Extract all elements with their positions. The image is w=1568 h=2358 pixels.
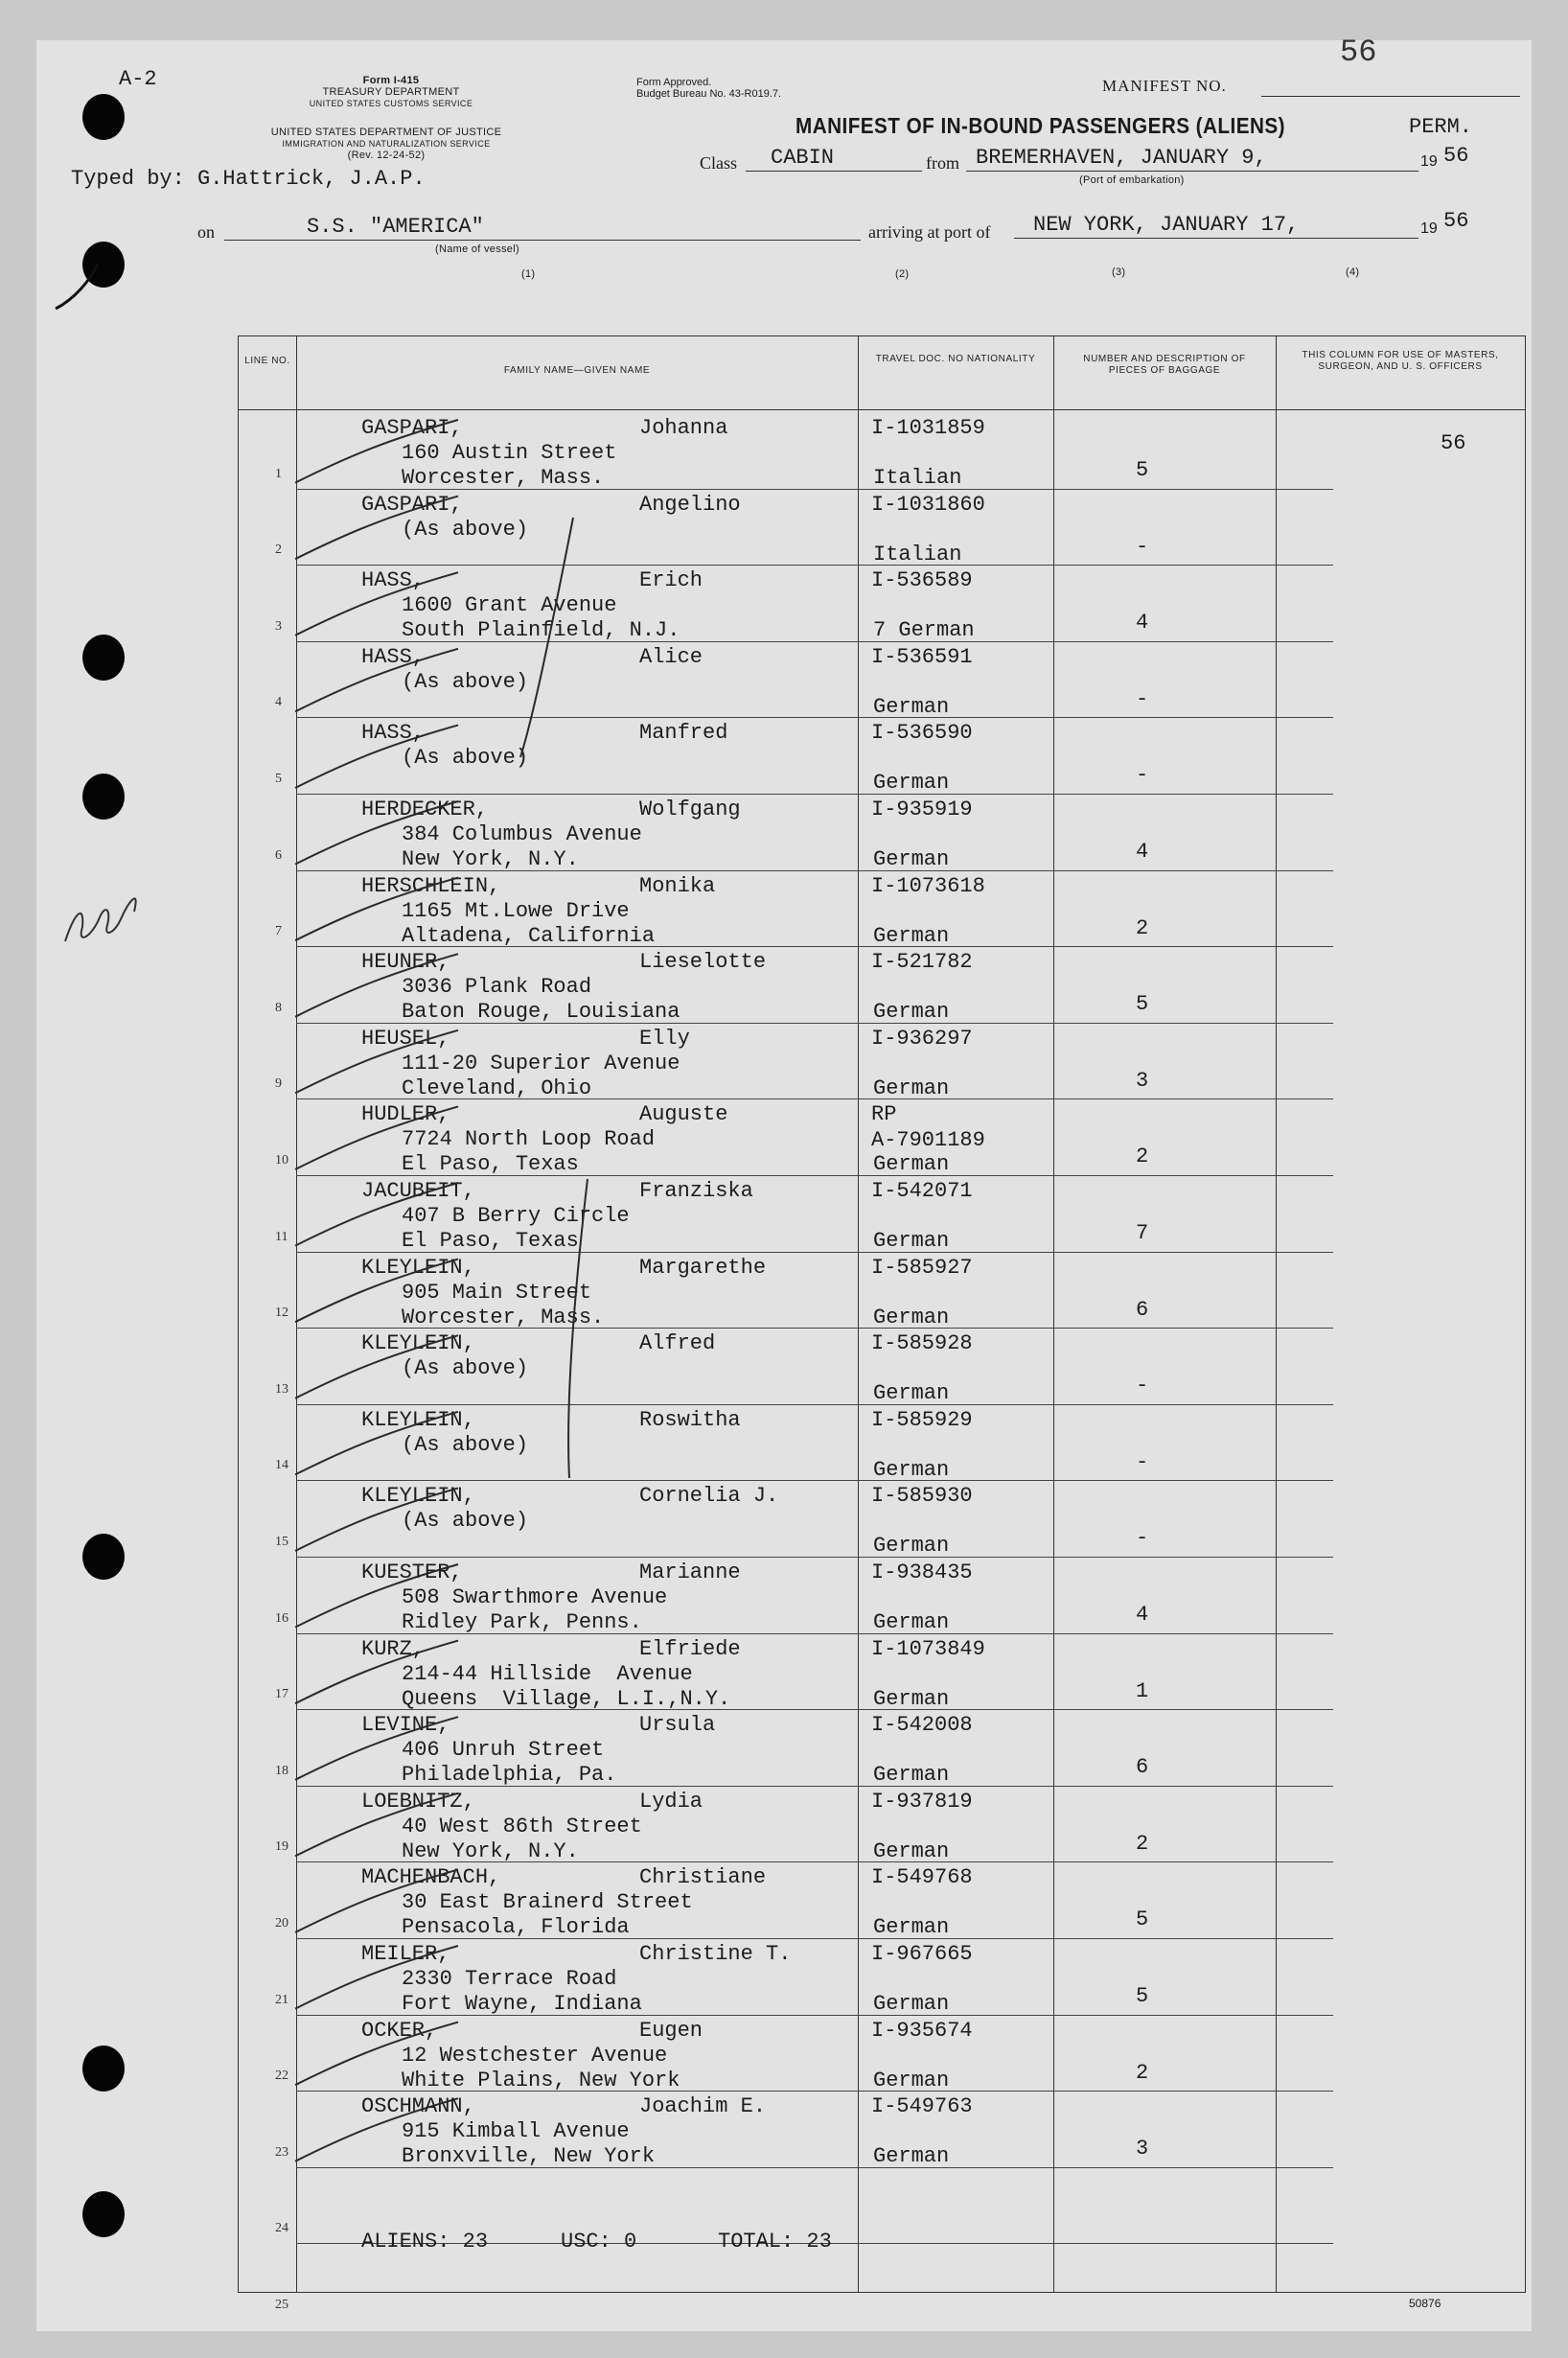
given-name: Lieselotte (639, 950, 767, 975)
nationality: German (873, 771, 950, 796)
nationality: German (873, 2144, 950, 2169)
family-name: HASS, (361, 568, 426, 593)
family-name: MACHENBACH, (361, 1865, 501, 1890)
address-line-1: 508 Swarthmore Avenue (402, 1585, 668, 1609)
address-line-1: 1165 Mt.Lowe Drive (402, 898, 630, 923)
family-name: LEVINE, (361, 1713, 450, 1738)
check-mark (295, 725, 458, 788)
line-number: 17 (275, 1687, 288, 1702)
check-mark (295, 572, 458, 636)
totals-total: TOTAL: 23 (718, 2230, 832, 2254)
line-number: 21 (275, 1992, 288, 2007)
address-line-1: (As above) (402, 1356, 529, 1381)
family-name: KLEYLEIN, (361, 1255, 475, 1280)
header-travel-doc: TRAVEL DOC. NO NATIONALITY (875, 354, 1036, 364)
manifest-title-suffix: PERM. (1409, 115, 1473, 139)
address-line-1: 3036 Plank Road (402, 975, 592, 1000)
baggage-count: - (1136, 763, 1149, 788)
nationality: German (873, 694, 950, 719)
address-line-1: 160 Austin Street (402, 441, 617, 465)
family-name: KLEYLEIN, (361, 1331, 475, 1356)
address-line-2: Ridley Park, Penns. (402, 1610, 642, 1634)
check-mark (295, 1869, 458, 1932)
travel-doc-number: I-585929 (871, 1407, 973, 1432)
class-label: Class (700, 153, 738, 173)
nationality: 7 German (873, 618, 975, 643)
address-line-1: 7724 North Loop Road (402, 1127, 656, 1152)
class-value: CABIN (771, 146, 835, 170)
address-line-1: (As above) (402, 517, 529, 542)
address-line-2: South Plainfield, N.J. (402, 618, 680, 643)
manifest-no-label: MANIFEST NO. (1102, 77, 1227, 95)
family-name: HUDLER, (361, 1102, 450, 1127)
travel-doc-number: I-1031860 (871, 492, 985, 517)
address-line-1: (As above) (402, 669, 529, 694)
baggage-count: - (1136, 1374, 1149, 1399)
travel-doc-number: I-937819 (871, 1789, 973, 1814)
address-line-2: Worcester, Mass. (402, 1305, 605, 1329)
line-number: 5 (275, 771, 282, 786)
nationality: German (873, 1075, 950, 1100)
header-line-no: LINE NO. (244, 356, 290, 366)
given-name: Lydia (639, 1789, 703, 1814)
baggage-count: 2 (1136, 2060, 1149, 2085)
header-baggage: NUMBER AND DESCRIPTION OF PIECES OF BAGGAGE (1083, 354, 1246, 376)
family-name: HEUSEL, (361, 1026, 450, 1051)
family-name: JACUBEIT, (361, 1179, 475, 1203)
address-line-1: 40 West 86th Street (402, 1814, 642, 1838)
typed-by: Typed by: G.Hattrick, J.A.P. (71, 167, 426, 191)
budget-number: Budget Bureau No. 43-R019.7. (636, 88, 782, 100)
line-number: 3 (275, 618, 282, 634)
baggage-count: - (1136, 686, 1149, 711)
nationality: German (873, 1457, 950, 1482)
line-number: 1 (275, 466, 282, 481)
address-line-1: 384 Columbus Avenue (402, 822, 642, 846)
family-name: OSCHMANN, (361, 2094, 475, 2119)
line-number: 14 (275, 1458, 288, 1473)
vessel-caption: (Name of vessel) (435, 243, 519, 255)
baggage-count: 4 (1136, 840, 1149, 864)
baggage-count: 5 (1136, 1984, 1149, 2008)
family-name: KURZ, (361, 1636, 426, 1661)
travel-doc-number: I-536590 (871, 721, 973, 746)
baggage-count: 3 (1136, 2137, 1149, 2162)
year-prefix: 19 (1420, 153, 1438, 170)
family-name: MEILER, (361, 1942, 450, 1966)
nationality: German (873, 923, 950, 948)
check-mark (295, 954, 458, 1017)
check-mark (295, 1564, 458, 1628)
stamp-number: 56 (1340, 35, 1377, 70)
travel-doc-number: I-585928 (871, 1331, 973, 1356)
nationality: Italian (873, 466, 962, 490)
year-value: 56 (1443, 144, 1469, 168)
ins: IMMIGRATION AND NATURALIZATION SERVICE (282, 139, 491, 149)
travel-doc-number: I-585927 (871, 1255, 973, 1280)
given-name: Ursula (639, 1713, 716, 1738)
line-number: 2 (275, 543, 282, 558)
travel-doc-number: I-549768 (871, 1865, 973, 1890)
address-line-2: Pensacola, Florida (402, 1915, 630, 1940)
nationality: German (873, 1763, 950, 1788)
line-number: 10 (275, 1152, 288, 1167)
address-line-2: Queens Village, L.I.,N.Y. (402, 1686, 731, 1711)
nationality: German (873, 1915, 950, 1940)
travel-doc-number: I-967665 (871, 1942, 973, 1966)
customs-service: UNITED STATES CUSTOMS SERVICE (309, 99, 473, 108)
totals-usc: USC: 0 (561, 2230, 637, 2254)
baggage-count: 2 (1136, 1144, 1149, 1169)
address-line-1: 12 Westchester Avenue (402, 2043, 668, 2068)
address-line-2: Fort Wayne, Indiana (402, 1992, 642, 2016)
travel-doc-number: I-521782 (871, 950, 973, 975)
nationality: German (873, 2068, 950, 2092)
check-mark (295, 1717, 458, 1780)
page-ref: A-2 (119, 67, 157, 91)
travel-doc-number: RP A-7901189 (871, 1102, 985, 1153)
given-name: Wolfgang (639, 798, 741, 821)
given-name: Monika (639, 873, 716, 898)
baggage-count: 3 (1136, 1068, 1149, 1093)
address-line-2: Bronxville, New York (402, 2144, 656, 2169)
address-line-2: Baton Rouge, Louisiana (402, 1000, 680, 1025)
line-number: 19 (275, 1839, 288, 1855)
family-name: KLEYLEIN, (361, 1484, 475, 1509)
travel-doc-number: I-549763 (871, 2094, 973, 2119)
from-value: BREMERHAVEN, JANUARY 9, (976, 146, 1267, 170)
address-line-2: Cleveland, Ohio (402, 1075, 592, 1100)
arrival-year-prefix: 19 (1420, 220, 1438, 237)
revision: (Rev. 12-24-52) (347, 150, 426, 161)
nationality: German (873, 1992, 950, 2016)
line-number: 8 (275, 1000, 282, 1015)
col-num-2: (2) (895, 268, 910, 280)
baggage-count: 4 (1136, 1603, 1149, 1627)
travel-doc-number: I-938435 (871, 1560, 973, 1584)
check-mark (295, 1030, 458, 1094)
family-name: GASPARI, (361, 416, 463, 440)
travel-doc-number: I-585930 (871, 1484, 973, 1509)
family-name: OCKER, (361, 2018, 438, 2043)
col-num-1: (1) (521, 268, 536, 280)
check-mark (295, 1793, 458, 1857)
address-line-2: Worcester, Mass. (402, 466, 605, 490)
line-number: 7 (275, 924, 282, 939)
from-label: from (926, 153, 959, 173)
address-line-1: 30 East Brainerd Street (402, 1890, 693, 1915)
travel-doc-number: I-1073849 (871, 1636, 985, 1661)
line-number: 22 (275, 2069, 288, 2084)
baggage-count: 7 (1136, 1221, 1149, 1245)
travel-doc-number: I-536591 (871, 644, 973, 669)
address-line-2: White Plains, New York (402, 2068, 680, 2092)
address-line-1: 214-44 Hillside Avenue (402, 1661, 693, 1686)
given-name: Christiane (639, 1865, 767, 1890)
manifest-page (36, 35, 1532, 2331)
check-mark (295, 420, 458, 483)
baggage-count: 6 (1136, 1297, 1149, 1322)
address-line-1: 905 Main Street (402, 1280, 592, 1305)
check-mark (295, 1106, 458, 1169)
manifest-title: MANIFEST OF IN-BOUND PASSENGERS (ALIENS) (796, 113, 1285, 138)
check-mark (295, 878, 458, 941)
baggage-count: 2 (1136, 915, 1149, 940)
check-mark (295, 1260, 458, 1323)
address-line-2: New York, N.Y. (402, 847, 579, 871)
footer-code: 50876 (1409, 2297, 1441, 2310)
address-line-1: (As above) (402, 1432, 529, 1457)
address-line-2: Philadelphia, Pa. (402, 1763, 617, 1788)
form-approved: Form Approved. (636, 77, 712, 88)
given-name: Elfriede (639, 1636, 741, 1661)
given-name: Manfred (639, 721, 728, 746)
address-line-1: (As above) (402, 746, 529, 771)
nationality: German (873, 1229, 950, 1253)
family-name: HASS, (361, 721, 426, 746)
line-number: 20 (275, 1915, 288, 1930)
baggage-count: 5 (1136, 992, 1149, 1017)
header-name: FAMILY NAME—GIVEN NAME (503, 365, 651, 376)
baggage-count: 5 (1136, 1907, 1149, 1932)
line-number: 6 (275, 847, 282, 863)
line-number: 9 (275, 1076, 282, 1092)
embark-caption: (Port of embarkation) (1079, 174, 1185, 186)
check-mark (295, 2023, 458, 2086)
address-line-1: 111-20 Superior Avenue (402, 1051, 680, 1075)
check-mark (295, 649, 458, 712)
baggage-count: 4 (1136, 611, 1149, 636)
given-name: Franziska (639, 1179, 753, 1203)
nationality: German (873, 1534, 950, 1559)
check-mark (295, 1641, 458, 1704)
arriving-label: arriving at port of (868, 222, 991, 242)
vessel-value: S.S. "AMERICA" (307, 215, 484, 239)
family-name: GASPARI, (361, 492, 463, 517)
check-mark (295, 1946, 458, 2009)
given-name: Margarethe (639, 1255, 767, 1280)
address-line-1: 915 Kimball Avenue (402, 2119, 630, 2144)
travel-doc-number: I-935919 (871, 798, 973, 821)
line-number: 4 (275, 695, 282, 710)
col-num-4: (4) (1346, 266, 1360, 278)
nationality: German (873, 1838, 950, 1863)
address-line-2: El Paso, Texas (402, 1229, 579, 1253)
baggage-count: 1 (1136, 1678, 1149, 1703)
baggage-count: - (1136, 1449, 1149, 1474)
travel-doc-number: I-536589 (871, 568, 973, 593)
baggage-count: 2 (1136, 1831, 1149, 1856)
check-mark (295, 801, 458, 865)
handwritten-checkmarks (36, 40, 1532, 2331)
check-mark (295, 1335, 458, 1399)
family-name: LOEBNITZ, (361, 1789, 475, 1814)
totals-aliens: ALIENS: 23 (361, 2230, 489, 2254)
address-line-2: El Paso, Texas (402, 1152, 579, 1177)
address-line-1: 1600 Grant Avenue (402, 593, 617, 618)
nationality: German (873, 1000, 950, 1025)
travel-doc-number: I-542071 (871, 1179, 973, 1203)
given-name: Joachim E. (639, 2094, 767, 2119)
check-mark (295, 1183, 458, 1246)
address-line-1: 2330 Terrace Road (402, 1967, 617, 1991)
travel-doc-number: I-936297 (871, 1026, 973, 1051)
line-number: 16 (275, 1610, 288, 1626)
check-mark (295, 2098, 458, 2162)
line-number: 24 (275, 2221, 288, 2236)
given-name: Angelino (639, 492, 741, 517)
nationality: German (873, 1152, 950, 1177)
baggage-count: - (1136, 534, 1149, 559)
line-number: 25 (275, 2298, 288, 2312)
travel-doc-number: I-935674 (871, 2018, 973, 2043)
check-mark (295, 1412, 458, 1475)
line-number: 23 (275, 2144, 288, 2160)
line-number: 13 (275, 1381, 288, 1397)
travel-doc-number: I-1031859 (871, 416, 985, 440)
line-number: 18 (275, 1763, 288, 1778)
family-name: KUESTER, (361, 1560, 463, 1584)
given-name: Alice (639, 644, 703, 669)
address-line-2: New York, N.Y. (402, 1838, 579, 1863)
department: TREASURY DEPARTMENT (322, 86, 460, 98)
on-label: on (197, 222, 215, 242)
check-mark (295, 497, 458, 560)
family-name: HEUNER, (361, 950, 450, 975)
header-officers: THIS COLUMN FOR USE OF MASTERS, SURGEON, AND U. S. OFFICERS (1302, 350, 1499, 372)
given-name: Marianne (639, 1560, 741, 1584)
baggage-count: 5 (1136, 458, 1149, 482)
baggage-count: - (1136, 1526, 1149, 1551)
family-name: HASS, (361, 644, 426, 669)
given-name: Auguste (639, 1102, 728, 1127)
given-name: Alfred (639, 1331, 716, 1356)
given-name: Elly (639, 1026, 690, 1051)
nationality: German (873, 1381, 950, 1406)
address-line-1: 406 Unruh Street (402, 1738, 605, 1763)
travel-doc-number: I-542008 (871, 1713, 973, 1738)
given-name: Christine T. (639, 1942, 792, 1966)
address-line-1: (As above) (402, 1509, 529, 1534)
address-line-2: Altadena, California (402, 923, 656, 948)
given-name: Roswitha (639, 1407, 741, 1432)
justice-department: UNITED STATES DEPARTMENT OF JUSTICE (270, 127, 502, 138)
arrival-year-value: 56 (1443, 209, 1469, 233)
baggage-count: 6 (1136, 1755, 1149, 1780)
nationality: German (873, 1305, 950, 1329)
address-line-1: 407 B Berry Circle (402, 1204, 630, 1228)
col-num-3: (3) (1112, 266, 1126, 278)
family-name: HERDECKER, (361, 798, 489, 821)
travel-doc-number: I-1073618 (871, 873, 985, 898)
arriving-value: NEW YORK, JANUARY 17, (1033, 213, 1300, 237)
given-name: Cornelia J. (639, 1484, 779, 1509)
line-number: 15 (275, 1534, 288, 1549)
nationality: German (873, 847, 950, 871)
line-number: 12 (275, 1306, 288, 1321)
given-name: Erich (639, 568, 703, 593)
family-name: HERSCHLEIN, (361, 873, 501, 898)
line-number: 11 (275, 1229, 288, 1244)
family-name: KLEYLEIN, (361, 1407, 475, 1432)
nationality: Italian (873, 542, 962, 566)
check-mark (295, 1488, 458, 1551)
officer-note: 56 (1441, 431, 1466, 455)
form-number: Form I-415 (362, 75, 420, 86)
given-name: Johanna (639, 416, 728, 440)
given-name: Eugen (639, 2018, 703, 2043)
nationality: German (873, 1686, 950, 1711)
nationality: German (873, 1610, 950, 1634)
